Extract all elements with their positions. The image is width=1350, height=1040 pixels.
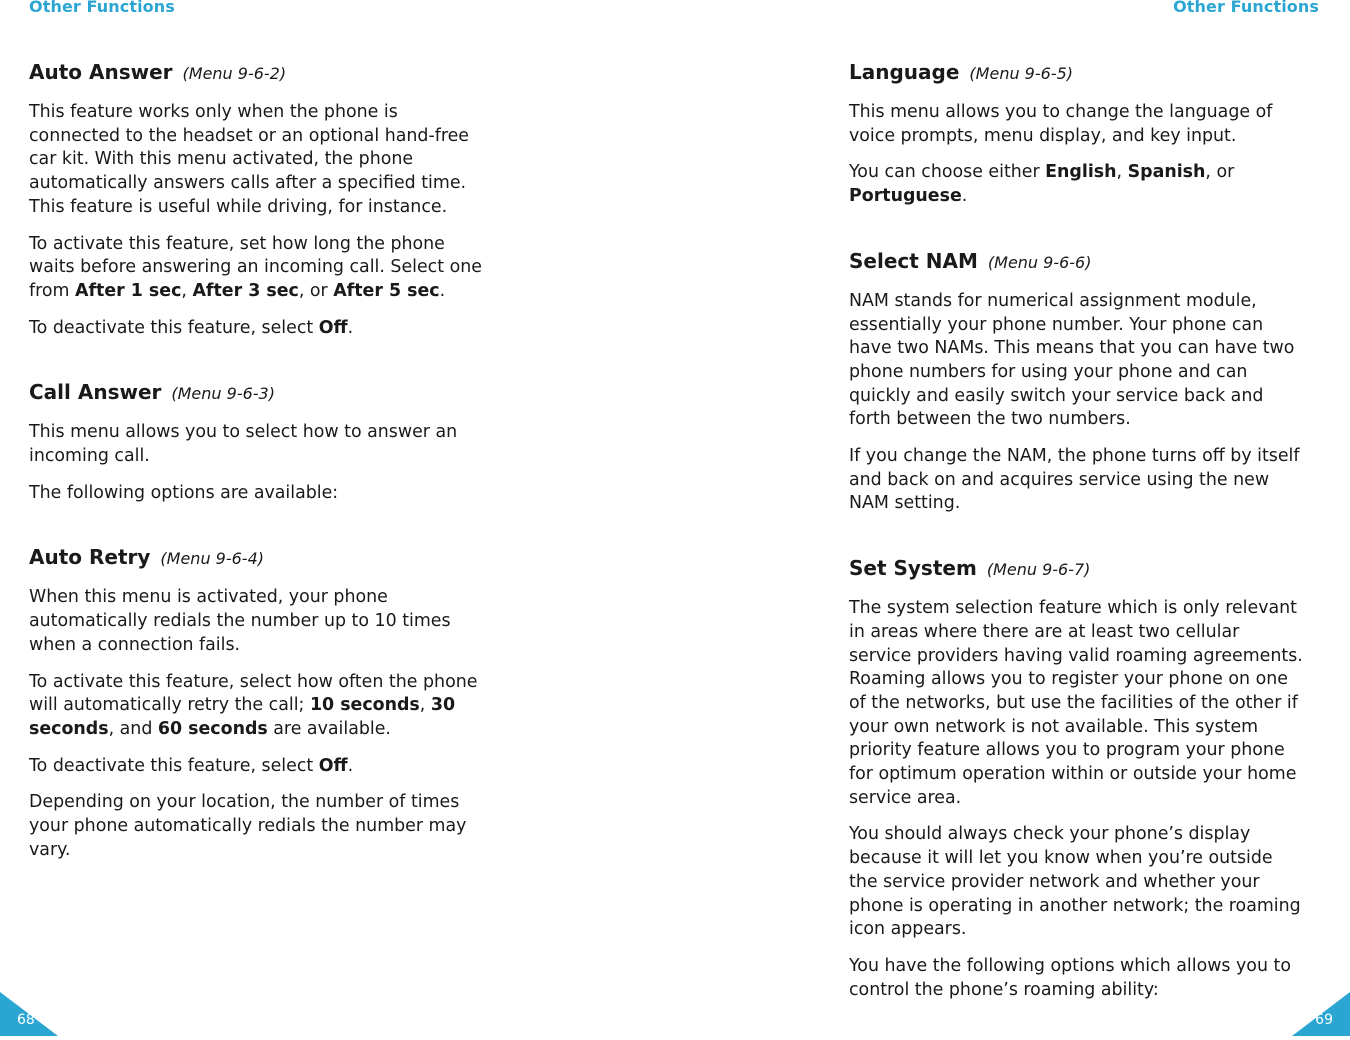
text-span: , — [181, 280, 193, 301]
option-label: 30 seconds — [29, 695, 456, 739]
page-number-left: 68 — [17, 1012, 35, 1028]
section-language — [849, 58, 1304, 209]
menu-path: (Menu 9-6-6) — [987, 252, 1092, 272]
option-label: 10 seconds — [309, 695, 420, 716]
title-text: Auto Retry — [29, 545, 151, 570]
paragraph — [29, 317, 484, 341]
section-select-nam — [849, 247, 1304, 516]
text-span: To activate this feature, select how often the phone will automatically retry the call; — [29, 671, 478, 716]
title-text: Auto Answer — [29, 60, 173, 84]
paragraph: This menu allows you to select how to answer an incoming call. — [29, 422, 458, 467]
text-span: You can choose either — [849, 162, 1046, 183]
section-title-auto-answer — [29, 58, 484, 88]
option-label: After 3 sec — [192, 280, 299, 301]
section-set-system — [849, 554, 1304, 1002]
title-text: Language — [849, 60, 960, 84]
paragraph: You have the following options which allows you to control the phone’s roaming ability: — [849, 955, 1291, 1000]
text-span: , or — [1205, 162, 1235, 183]
section-auto-answer — [29, 58, 484, 340]
paragraph: When this menu is activated, your phone automatically redials the number up to 10 times when a connection fails. — [29, 587, 451, 655]
option-label: Portuguese — [849, 186, 962, 207]
menu-path: (Menu 9-6-5) — [969, 64, 1074, 83]
paragraph: You should always check your phone’s display because it will let you know when you’re outside the service provider network and whether your phone is operating in another network; the roaming icon appears. — [849, 824, 1301, 940]
option-label: Off — [318, 317, 348, 338]
option-label: English — [1045, 162, 1117, 183]
menu-path: (Menu 9-6-4) — [160, 549, 264, 569]
option-label: 60 seconds — [157, 718, 268, 739]
paragraph: NAM stands for numerical assignment module, essentially your phone number. Your phone can have two NAMs. This means that you can have two phone numbers for using your phone and can quickly and easily switch your service back and forth between the two numbers. — [849, 290, 1295, 430]
menu-path: (Menu 9-6-3) — [171, 384, 275, 404]
text-span: . — [439, 280, 446, 301]
paragraph — [29, 671, 484, 742]
menu-path: (Menu 9-6-2) — [182, 64, 287, 83]
page-header-left: Other Functions — [29, 0, 175, 16]
section-title-language — [849, 58, 1304, 88]
right-column — [849, 58, 1304, 1040]
paragraph: The following options are available: — [29, 482, 339, 503]
paragraph: This feature works only when the phone is connected to the headset or an optional hand-free car kit. With this menu activated, the phone automatically answers calls after a specified time. This feature is useful while driving, for instance. — [29, 102, 470, 217]
text-span: To deactivate this feature, select — [29, 755, 319, 776]
right-page — [675, 0, 1350, 1036]
option-label: After 1 sec — [75, 280, 182, 301]
section-title-select-nam — [849, 247, 1304, 277]
page-header-right: Other Functions — [1173, 0, 1319, 16]
text-span: , — [1116, 162, 1128, 183]
menu-path: (Menu 9-6-7) — [986, 560, 1091, 580]
section-title-set-system — [849, 554, 1304, 584]
title-text: Call Answer — [29, 380, 162, 405]
paragraph — [849, 161, 1304, 208]
section-title-auto-retry — [29, 543, 484, 573]
text-span: are available. — [267, 718, 391, 739]
text-span: , and — [108, 718, 158, 739]
text-span: , — [419, 695, 431, 716]
section-call-answer — [29, 378, 484, 505]
paragraph: If you change the NAM, the phone turns off by itself and back on and acquires service using the new NAM setting. — [849, 446, 1300, 514]
section-auto-retry — [29, 543, 484, 862]
page-number-right: 69 — [1315, 1012, 1333, 1028]
text-span: . — [347, 317, 354, 338]
paragraph — [29, 755, 484, 779]
text-span: , or — [298, 280, 334, 301]
text-span: . — [347, 755, 354, 776]
option-label: After 5 sec — [333, 280, 440, 301]
paragraph: This menu allows you to change the language of voice prompts, menu display, and key input. — [849, 102, 1273, 146]
paragraph — [29, 233, 484, 304]
text-span: To activate this feature, set how long the phone waits before answering an incoming call. Select one from — [29, 233, 482, 301]
paragraph: Depending on your location, the number of times your phone automatically redials the number may vary. — [29, 792, 467, 860]
text-span: . — [961, 186, 968, 207]
paragraph: The system selection feature which is only relevant in areas where there are at least two cellular service providers having valid roaming agreements. Roaming allows you to register your phone on one of the networks, but use the facilities of the other if your own network is not available. This system priority feature allows you to program your phone for optimum operation within or outside your home service area. — [849, 598, 1303, 808]
title-text: Set System — [849, 556, 977, 581]
section-title-call-answer — [29, 378, 484, 408]
left-column — [29, 58, 484, 900]
option-label: Spanish — [1127, 162, 1206, 183]
left-page — [0, 0, 675, 1036]
text-span: To deactivate this feature, select — [29, 317, 319, 338]
option-label: Off — [318, 755, 348, 776]
title-text: Select NAM — [849, 248, 978, 273]
